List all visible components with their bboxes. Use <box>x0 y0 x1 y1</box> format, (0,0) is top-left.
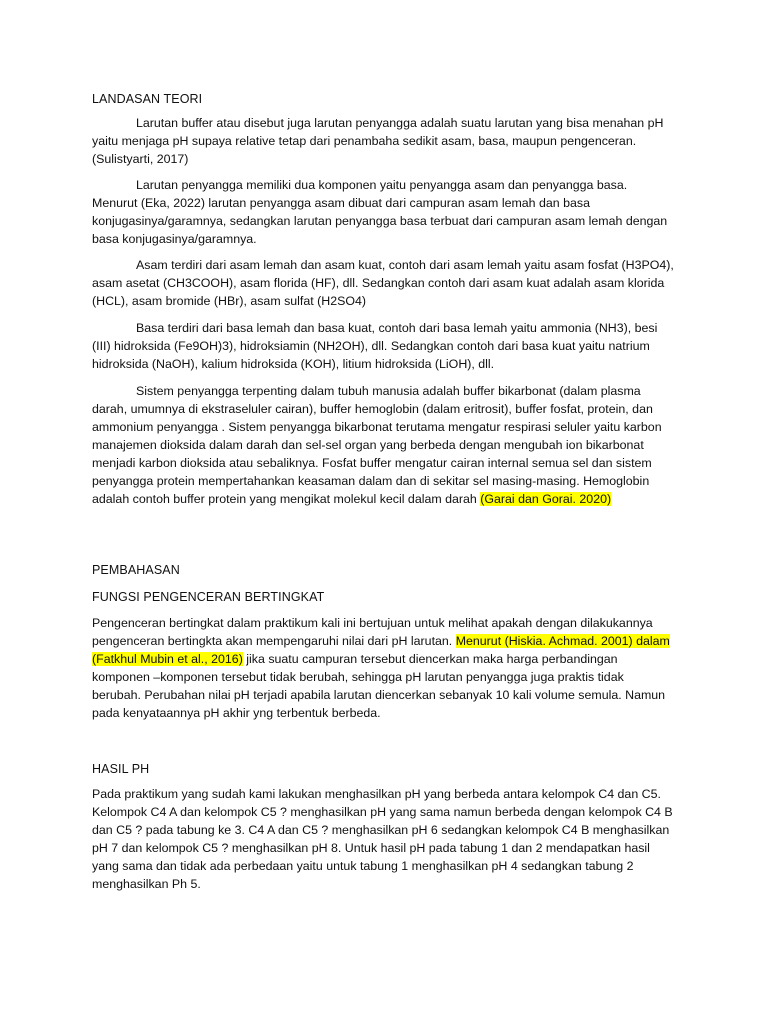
paragraph-landasan-4 <box>92 319 676 373</box>
heading-landasan-teori: LANDASAN TEORI <box>92 92 203 106</box>
paragraph-landasan-2 <box>92 176 676 248</box>
paragraph-hasil-1 <box>92 785 676 893</box>
paragraph-text: Pada praktikum yang sudah kami lakukan menghasilkan pH yang berbeda antara kelompok C4 dan C5. Kelompok C4 A dan kelompok C5 ? menghasilkan pH yang sama namun berbeda dengan kelompok C4 B dan C5 ? pada tabung ke 3. C4 A dan C5 ? menghasilkan pH 6 sedangkan kelompok C4 B menghasilkan pH 7 dan kelompok C5 ? menghasilkan pH 8. Untuk hasil pH pada tabung 1 dan 2 mendapatkan hasil yang sama dan tidak ada perbedaan yaitu untuk tabung 1 menghasilkan pH 4 sedangkan tabung 2 menghasilkan Ph 5. <box>92 787 673 891</box>
paragraph-landasan-3 <box>92 256 676 310</box>
paragraph-text: Larutan buffer atau disebut juga larutan penyangga adalah suatu larutan yang bisa menahan pH yaitu menjaga pH supaya relative tetap dari penambaha sedikit asam, basa, maupun pengenceran. (Sulistyarti, 2017) <box>92 116 664 166</box>
citation-highlight: Menurut (Hiskia. Achmad. 2001) dalam (Fatkhul Mubin et al., 2016) <box>92 634 670 666</box>
heading-hasil-ph: HASIL PH <box>92 762 150 776</box>
subheading-fungsi-pengenceran: FUNGSI PENGENCERAN BERTINGKAT <box>92 590 325 604</box>
paragraph-text: Asam terdiri dari asam lemah dan asam kuat, contoh dari asam lemah yaitu asam fosfat (H3PO4), asam asetat (CH3COOH), asam florida (HF), dll. Sedangkan contoh dari asam kuat adalah asam klorida (HCL), asam bromide (HBr), asam sulfat (H2SO4) <box>92 258 674 308</box>
paragraph-pembahasan-1 <box>92 614 676 722</box>
paragraph-landasan-1 <box>92 114 676 168</box>
paragraph-text: Larutan penyangga memiliki dua komponen yaitu penyangga asam dan penyangga basa. Menurut (Eka, 2022) larutan penyangga asam dibuat dari campuran asam lemah dan basa konjugasinya/garamnya, sedangkan larutan penyangga basa terbuat dari campuran asam lemah dengan basa konjugasinya/garamnya. <box>92 178 668 246</box>
paragraph-text: Basa terdiri dari basa lemah dan basa kuat, contoh dari basa lemah yaitu ammonia (NH3), besi (III) hidroksida (Fe9OH)3), hidroksiamin (NH2OH), dll. Sedangkan contoh dari basa kuat yaitu natrium hidroksida (NaOH), kalium hidroksida (KOH), litium hidroksida (LiOH), dll. <box>92 321 658 371</box>
paragraph-text: jika suatu campuran tersebut diencerkan maka harga perbandingan komponen –komponen tersebut tidak berubah, sehingga pH larutan penyangga juga praktis tidak berubah. Perubahan nilai pH terjadi apabila larutan diencerkan sebanyak 10 kali volume semula. Namun pada kenyataannya pH akhir yng terbentuk berbeda. <box>92 652 666 720</box>
citation-highlight: (Garai dan Gorai. 2020) <box>480 492 612 506</box>
paragraph-landasan-5 <box>92 382 676 508</box>
paragraph-text: Pengenceran bertingkat dalam praktikum kali ini bertujuan untuk melihat apakah dengan dilakukannya pengenceran bertingkta akan mempengaruhi nilai dari pH larutan. <box>92 616 653 648</box>
heading-pembahasan: PEMBAHASAN <box>92 563 180 577</box>
paragraph-text: Sistem penyangga terpenting dalam tubuh manusia adalah buffer bikarbonat (dalam plasma darah, umumnya di ekstraseluler cairan), buffer hemoglobin (dalam eritrosit), buffer fosfat, protein, dan ammonium penyangga . Sistem penyangga bikarbonat terutama mengatur respirasi seluler yaitu karbon manajemen dioksida dalam darah dan sel-sel organ yang berbeda dengan mengubah ion bikarbonat menjadi karbon dioksida atau sebaliknya. Fosfat buffer mengatur cairan internal semua sel dan sistem penyangga protein mempertahankan keasaman dalam dan di sekitar sel masing-masing. Hemoglobin adalah contoh buffer protein yang mengikat molekul kecil dalam darah <box>92 384 662 506</box>
